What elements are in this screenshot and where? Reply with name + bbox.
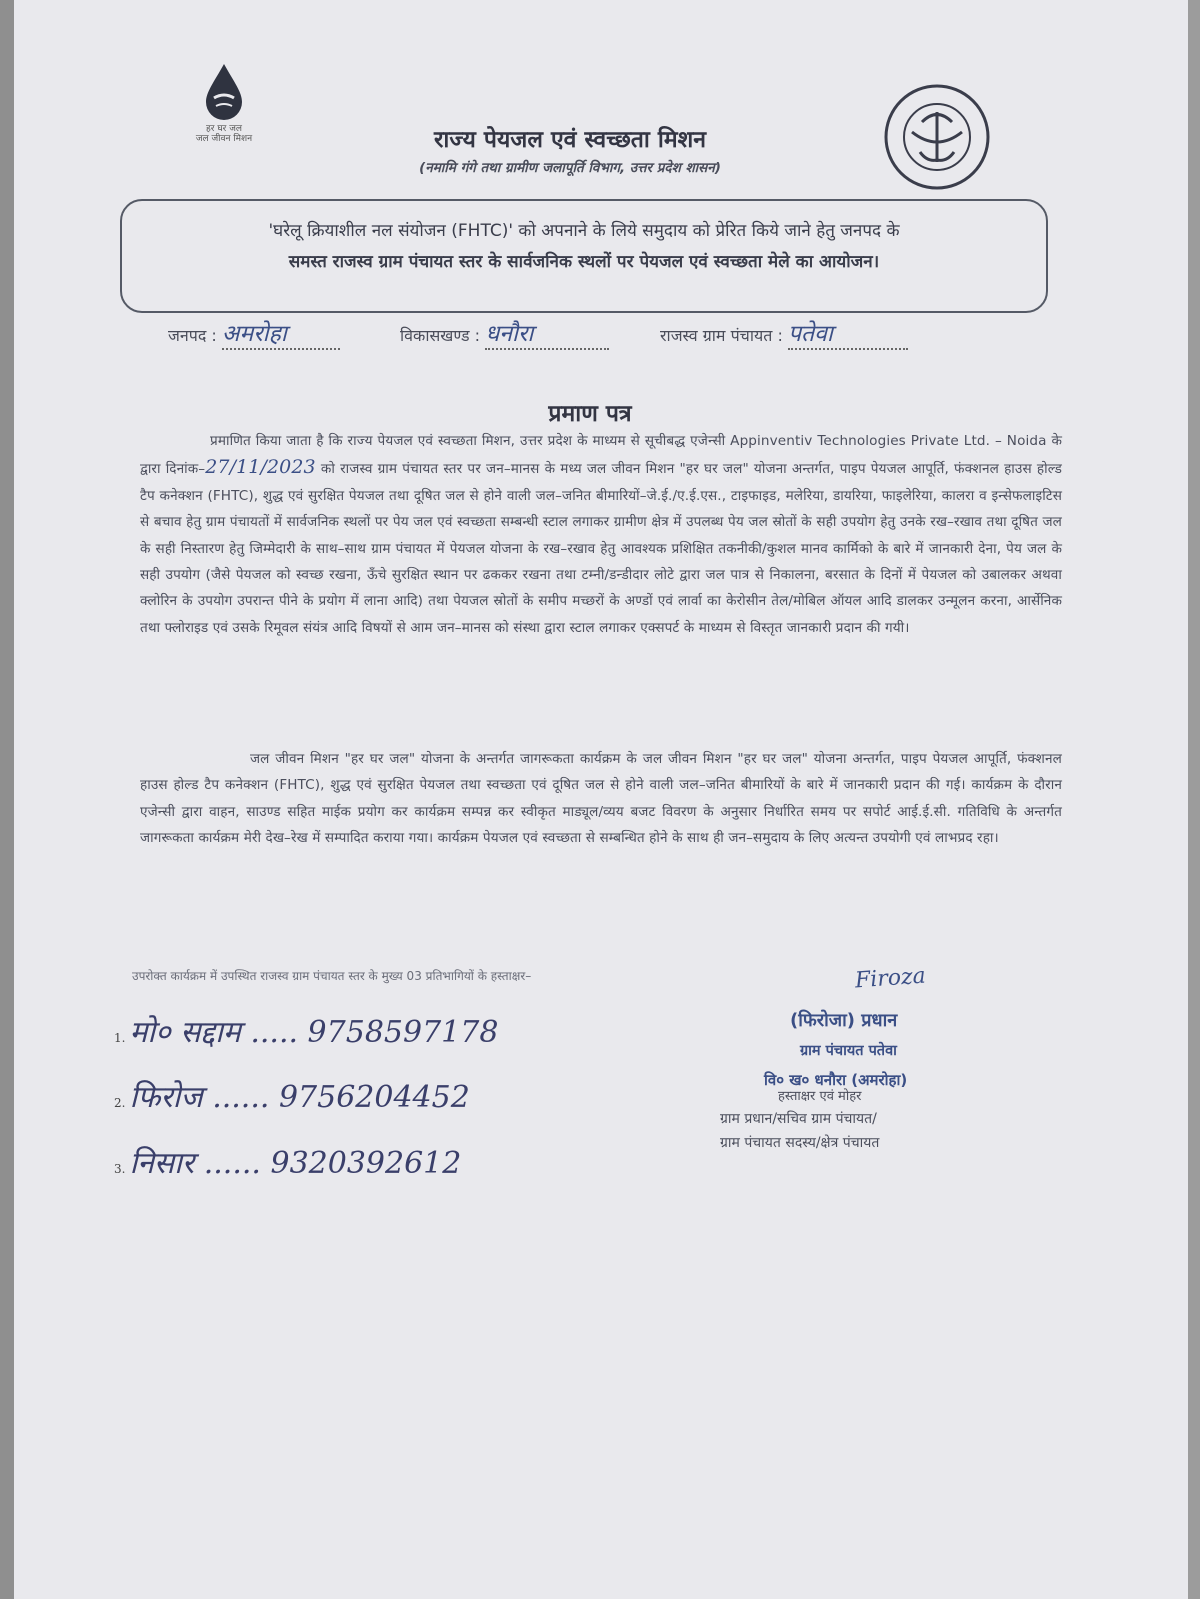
panchayat-line	[788, 316, 908, 350]
paper-edge	[1188, 0, 1200, 1599]
para1-start: प्रमाणित किया जाता है कि राज्य पेयजल एवं स्वच्छता मिशन, उत्तर प्रदेश के माध्यम से सूचीबद्ध एजेन्सी Appinventiv Technologies Private Ltd. – Noida के द्वारा दिनांक–	[140, 433, 1062, 478]
seal-text	[882, 82, 992, 192]
department-subtitle: (नमामि गंगे तथा ग्रामीण जलापूर्ति विभाग, उत्तर प्रदेश शासन)	[419, 160, 721, 176]
representative-number: 1.	[114, 1031, 126, 1045]
department-title: राज्य पेयजल एवं स्वच्छता मिशन	[434, 127, 706, 153]
designation-line-2: ग्राम पंचायत सदस्य/क्षेत्र पंचायत	[720, 1135, 880, 1151]
district-field	[168, 316, 340, 350]
representative-number: 3.	[114, 1162, 126, 1176]
stamp-name: (फिरोजा) प्रधान	[790, 1010, 898, 1031]
water-drop-icon	[202, 62, 246, 122]
certificate-paragraph-1	[140, 428, 1062, 641]
notice-line-2: समस्त राजस्व ग्राम पंचायत स्तर के सार्वजनिक स्थलों पर पेयजल एवं स्वच्छता मेले का आयोजन।	[288, 252, 880, 272]
representative-entry: निसार ...... 9320392612	[129, 1146, 462, 1181]
stamp-panchayat: ग्राम पंचायत पतेवा	[800, 1043, 897, 1059]
jal-jeevan-mission-logo	[178, 62, 270, 158]
representative-number: 2.	[114, 1096, 126, 1110]
up-government-seal	[882, 82, 992, 192]
logo-caption: हर घर जल जल जीवन मिशन	[195, 124, 253, 144]
stamp-block: वि० ख० धनौरा (अमरोहा)	[764, 1071, 908, 1089]
panchayat-label: राजस्व ग्राम पंचायत :	[660, 326, 783, 345]
representative-entry: मो० सद्दाम ..... 9758597178	[129, 1015, 499, 1050]
representative-entry: फिरोज ...... 9756204452	[129, 1080, 470, 1115]
notice-line-1: 'घरेलू क्रियाशील नल संयोजन (FHTC)' को अपनाने के लिये समुदाय को प्रेरित किये जाने हेतु जनपद के	[268, 221, 900, 241]
certificate-title: प्रमाण पत्र	[548, 401, 632, 427]
notice-box-text	[140, 216, 1028, 278]
panchayat-field	[660, 316, 908, 350]
district-line	[222, 316, 340, 350]
district-label: जनपद :	[168, 326, 217, 345]
para1-rest: को राजस्व ग्राम पंचायत स्तर पर जन–मानस के मध्य जल जीवन मिशन "हर घर जल" योजना अन्तर्गत, पाइप पेयजल आपूर्ति, फंक्शनल हाउस होल्ड टैप कनेक्शन (FHTC), शुद्ध एवं सुरक्षित पेयजल तथा दूषित जल से होने वाली जल–जनित बीमारियों–जे.ई./ए.ई.एस., टाइफाइड, मलेरिया, डायरिया, फाइलेरिया, कालरा व इन्सेफलाइटिस से बचाव हेतु ग्राम पंचायतों में सार्वजनिक स्थलों पर पेय जल एवं स्वच्छता सम्बन्धी स्टाल लगाकर ग्रामीण क्षेत्र में उपलब्ध पेय जल स्रोतों के सही उपयोग हेतु उनके रख–रखाव तथा दूषित जल के सही निस्तारण हेतु जिम्मेदारी के साथ–साथ ग्राम पंचायत में पेयजल योजना के रख–रखाव हेतु आवश्यक प्रशिक्षित तकनीकी/कुशल मानव कार्मिको के बारे में जानकारी देना, पेय जल के सही उपयोग (जैसे पेयजल को स्वच्छ रखना, ऊँचे सुरक्षित स्थान पर ढककर रखना तथा टम्नी/डन्डीदार लोटे द्वारा जल पात्र से निकालना, बरसात के दिनों में पेयजल को उबालकर अथवा क्लोरिन के उपयोग उपरान्त पीने के प्रयोग में लाना आदि) तथा पेयजल स्रोतों के समीप मच्छरों के अण्डों एवं लार्वा का केरोसीन तेल/मोबिल ऑयल आदि डालकर उन्मूलन करना, आर्सेनिक तथा फ्लोराइड एवं उसके रिमूवल संयंत्र आदि विषयों से आम जन–मानस को संस्था द्वारा स्टाल लगाकर एक्सपर्ट के माध्यम से विस्तृत जानकारी प्रदान की गयी।	[140, 461, 1062, 636]
representatives-note: उपरोक्त कार्यक्रम में उपस्थित राजस्व ग्राम पंचायत स्तर के मुख्य 03 प्रतिभागियों के हस्ताक्षर–	[132, 969, 532, 983]
panchayat-value: पतेवा	[787, 321, 833, 347]
certificate-paragraph-2: जल जीवन मिशन "हर घर जल" योजना के अन्तर्गत जागरूकता कार्यक्रम के जल जीवन मिशन "हर घर जल" योजना अन्तर्गत, पाइप पेयजल आपूर्ति, फंक्शनल हाउस होल्ड टैप कनेक्शन (FHTC), शुद्ध एवं सुरक्षित पेयजल तथा स्वच्छता एवं दूषित जल से होने वाली जल–जनित बीमारियों के बारे में जानकारी प्रदान की गई। कार्यक्रम के दौरान एजेन्सी द्वारा वाहन, साउण्ड सहित माईक प्रयोग कर कार्यक्रम सम्पन्न कर स्वीकृत माड्यूल/व्यय बजट विवरण के अनुसार निर्धारित समय पर सपोर्ट आई.ई.सी. गतिविधि के अन्तर्गत जागरूकता कार्यक्रम मेरी देख–रेख में सम्पादित कराया गया। कार्यक्रम पेयजल एवं स्वच्छता से सम्बन्धित होने के साथ ही जन–समुदाय के लिए अत्यन्त उपयोगी एवं लाभप्रद रहा।	[140, 751, 1062, 847]
representative-2	[114, 1075, 470, 1116]
designation	[720, 1107, 990, 1155]
block-field	[400, 316, 609, 350]
signature-label: हस्ताक्षर एवं मोहर	[778, 1089, 862, 1104]
representative-1	[114, 1010, 498, 1051]
pradhan-signature: Firoza	[854, 963, 927, 994]
representative-3	[114, 1141, 461, 1182]
block-label: विकासखण्ड :	[400, 326, 481, 345]
district-value: अमरोहा	[221, 321, 287, 347]
block-line	[485, 316, 609, 350]
designation-line-1: ग्राम प्रधान/सचिव ग्राम पंचायत/	[720, 1111, 877, 1127]
block-value: धनौरा	[485, 321, 534, 347]
event-date: 27/11/2023	[205, 456, 316, 479]
